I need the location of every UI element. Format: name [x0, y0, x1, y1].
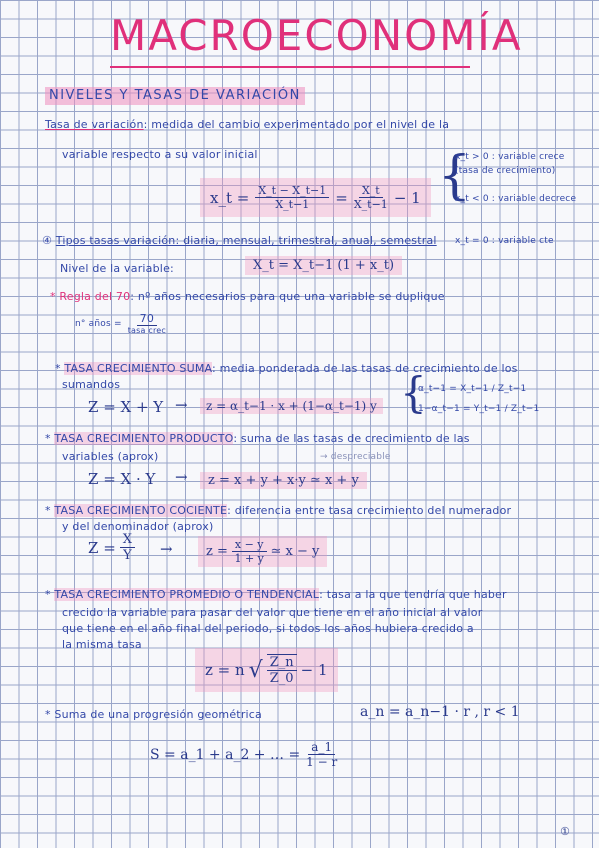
producto-formula1: Z = X · Y: [88, 470, 156, 488]
root-sign-icon: √: [248, 657, 263, 683]
cociente-text1: : diferencia entre tasa crecimiento del numerador: [227, 504, 512, 517]
section-subtitle: NIVELES Y TASAS DE VARIACIÓN: [45, 87, 305, 105]
producto-arrow: →: [175, 468, 188, 486]
regla70-lhs: n° años =: [75, 318, 122, 329]
promedio-numerator: Z_n: [267, 655, 297, 671]
fraction-2-denominator: X_t−1: [353, 198, 388, 211]
formula-lhs: x_t =: [210, 188, 250, 207]
promedio-formula: [195, 648, 338, 692]
progresion-denominator: 1 − r: [306, 755, 338, 769]
suma-formula2: z = α_t−1 · x + (1−α_t−1) y: [200, 398, 383, 414]
promedio-text4: la misma tasa: [62, 638, 142, 651]
fraction-2-numerator: X_t: [359, 184, 383, 198]
cociente-text2: y del denominador (aprox): [62, 520, 214, 533]
promedio-lhs: z = n: [205, 661, 245, 679]
suma-alpha2: 1−α_t−1 = Y_t−1 / Z_t−1: [418, 404, 540, 414]
regla70-numerator: 70: [137, 312, 157, 326]
cociente-approx: ≃ x − y: [270, 544, 320, 559]
fraction-1: [255, 184, 329, 211]
equals-sign: =: [335, 188, 348, 207]
tipos-text: Tipos tasas variación: diaria, mensual, trimestral, anual, semestral: [55, 234, 437, 247]
cociente-bullet: *: [45, 504, 51, 517]
producto-text2: variables (aprox): [62, 450, 159, 463]
promedio-text1: : tasa a la que tendría que haber: [319, 588, 507, 601]
cociente-lhs2: z =: [206, 544, 228, 559]
cociente-label: TASA CRECIMIENTO COCIENTE: [54, 504, 228, 517]
cociente-lhs: Z =: [88, 538, 116, 557]
suma-arrow: →: [175, 396, 188, 414]
regla70-label: * Regla del 70: [50, 290, 131, 303]
suma-brace: {: [400, 368, 427, 417]
cociente-numerator: X: [120, 532, 135, 548]
side-note-3: x_t = 0 : variable cte: [455, 236, 554, 246]
cociente-denominator2: 1 + y: [234, 552, 264, 565]
progresion-numerator: a_1: [308, 740, 335, 755]
side-note-1: x_t > 0 : variable crece: [455, 152, 565, 162]
suma-text2: sumandos: [62, 378, 121, 391]
fraction-1-denominator: X_t−1: [275, 198, 310, 211]
cociente-fraction2: [232, 538, 267, 565]
side-note-2: x_t < 0 : variable decrece: [455, 194, 577, 204]
progresion-text: Suma de una progresión geométrica: [54, 708, 262, 721]
regla70-line: [50, 290, 445, 303]
cociente-formula1: [88, 532, 135, 563]
producto-text1: : suma de las tasas de crecimiento de las: [233, 432, 470, 445]
cociente-denominator: Y: [123, 548, 132, 563]
page-marker: ①: [560, 825, 570, 838]
producto-note: → despreciable: [320, 452, 391, 462]
suma-formula1: Z = X + Y: [88, 398, 164, 416]
progresion-fraction: [306, 740, 337, 769]
promedio-minus-one: − 1: [300, 661, 328, 679]
promedio-denominator: Z_0: [269, 671, 294, 686]
tasa-variacion-text2: variable respecto a su valor inicial: [62, 148, 258, 161]
progresion-line: [45, 708, 262, 721]
tasa-variacion-text1: : medida del cambio experimentado por el nivel de la: [143, 118, 450, 131]
tasa-variacion-definition: [45, 118, 449, 131]
suma-alpha1: α_t−1 = X_t−1 / Z_t−1: [418, 384, 527, 394]
minus-one: − 1: [393, 188, 421, 207]
cociente-arrow: →: [160, 540, 173, 558]
cociente-fraction: [120, 532, 135, 563]
promedio-bullet: *: [45, 588, 51, 601]
progresion-s-lhs: S = a_1 + a_2 + … =: [150, 746, 301, 763]
cociente-numerator2: x − y: [232, 538, 267, 552]
progresion-an: a_n = a_n−1 · r , r < 1: [360, 704, 520, 720]
regla70-denominator: tasa crec: [127, 326, 166, 335]
promedio-label: TASA CRECIMIENTO PROMEDIO O TENDENCIAL: [54, 588, 320, 601]
promedio-fraction: [267, 654, 297, 686]
page-title: MACROECONOMÍA: [110, 6, 470, 68]
promedio-text3: que tiene en el año final del periodo, si todos los años hubiera crecido a: [62, 622, 474, 635]
suma-label: TASA CRECIMIENTO SUMA: [64, 362, 213, 375]
suma-bullet: *: [55, 362, 61, 375]
promedio-line1: [45, 588, 507, 601]
fraction-1-numerator: X_t − X_t−1: [255, 184, 329, 198]
side-brace: {: [438, 146, 472, 206]
side-note-1b: (tasa de crecimiento): [455, 166, 556, 176]
promedio-text2: crecido la variable para pasar del valor que tiene en el año inicial al valor: [62, 606, 483, 619]
nivel-label: Nivel de la variable:: [60, 262, 174, 275]
regla70-formula: [75, 312, 166, 335]
cociente-formula2: [198, 536, 327, 567]
nivel-formula: X_t = X_t−1 (1 + x_t): [245, 256, 402, 275]
producto-bullet: *: [45, 432, 51, 445]
regla70-fraction: [128, 312, 166, 335]
producto-label: TASA CRECIMIENTO PRODUCTO: [54, 432, 234, 445]
tipos-marker: ④: [42, 234, 53, 247]
progresion-bullet: *: [45, 708, 51, 721]
suma-line1: [55, 362, 518, 375]
tasa-variacion-formula: [200, 178, 431, 217]
producto-formula2: z = x + y + x·y ≃ x + y: [200, 472, 367, 489]
suma-text1: : media ponderada de las tasas de crecimiento de los: [212, 362, 518, 375]
producto-line1: [45, 432, 470, 445]
tipos-line: [42, 234, 437, 247]
cociente-line1: [45, 504, 511, 517]
regla70-text: : nº años necesarios para que una variable se duplique: [130, 290, 445, 303]
progresion-sum: [150, 740, 337, 769]
tasa-variacion-label: Tasa de variación: [45, 118, 144, 131]
fraction-2: [354, 184, 388, 211]
